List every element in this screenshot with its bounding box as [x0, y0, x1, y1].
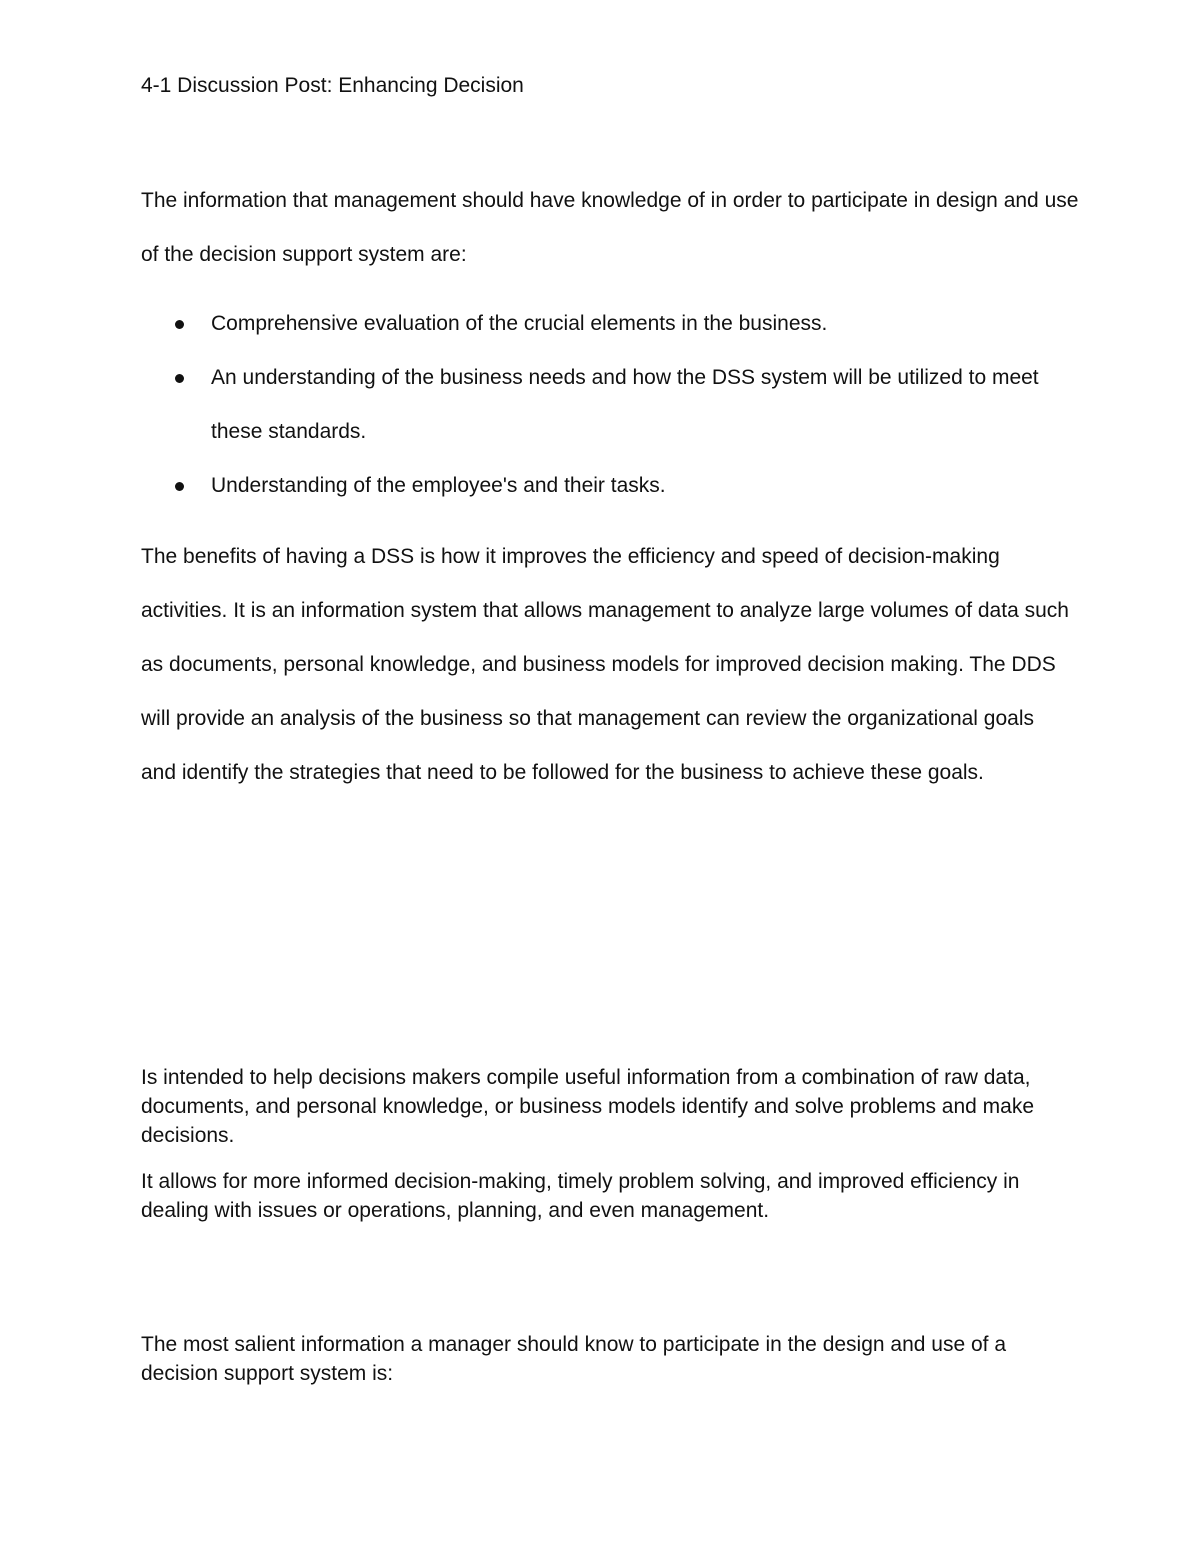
list-item-text: Comprehensive evaluation of the crucial elements in the business. [211, 312, 828, 335]
bullet-icon [175, 482, 184, 491]
benefits-paragraph: The benefits of having a DSS is how it improves the efficiency and speed of decision-making activities. It is an information system that allows management to analyze large volumes of data such as documents, personal knowledge, and business models for improved decision making. The DDS will provide an analysis of the business so that management can review the organizational goals and identify the strategies that need to be followed for the business to achieve these goals. [141, 545, 1069, 784]
intended-paragraph: Is intended to help decisions makers compile useful information from a combination of raw data, documents, and personal knowledge, or business models identify and solve problems and make decisions. [141, 1066, 1035, 1147]
list-item [141, 351, 1081, 459]
intro-paragraph: The information that management should have knowledge of in order to participate in design and use of the decision support system are: [141, 189, 1079, 266]
bullet-icon [175, 320, 184, 329]
list-item-text: An understanding of the business needs and how the DSS system will be utilized to meet these standards. [211, 366, 1039, 443]
list-item [141, 297, 1081, 351]
document-title: 4-1 Discussion Post: Enhancing Decision [141, 74, 524, 97]
bullet-icon [175, 374, 184, 383]
requirements-list [141, 297, 1081, 513]
list-item-text: Understanding of the employee's and their tasks. [211, 474, 666, 497]
salient-paragraph: The most salient information a manager should know to participate in the design and use of a decision support system is: [141, 1333, 1007, 1385]
list-item [141, 459, 1081, 513]
allows-paragraph: It allows for more informed decision-making, timely problem solving, and improved efficiency in dealing with issues or operations, planning, and even management. [141, 1170, 1020, 1222]
